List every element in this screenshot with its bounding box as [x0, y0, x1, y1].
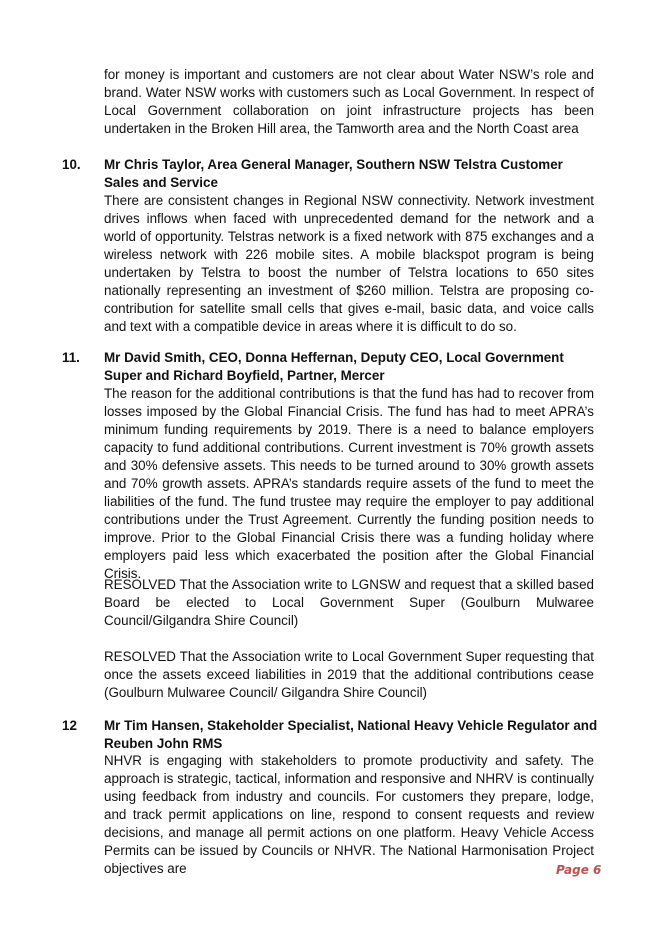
intro-paragraph: for money is important and customers are not clear about Water NSW’s role and brand. Water NSW works with customers such as Local Government. In respect of Local Government collaboration on joint infrastructure projects has been undertaken in the Broken Hill area, the Tamworth area and the North Coast area [104, 67, 594, 136]
page-number: Page 6 [556, 863, 602, 877]
item-heading: Mr Chris Taylor, Area General Manager, Southern NSW Telstra Customer Sales and Service [104, 157, 563, 190]
item-number: 12 [62, 718, 77, 733]
item-number: 11. [62, 350, 80, 365]
item-heading: Mr Tim Hansen, Stakeholder Specialist, National Heavy Vehicle Regulator and Reuben John RMS [104, 718, 598, 751]
item-number: 10. [62, 157, 81, 172]
item-heading: Mr David Smith, CEO, Donna Heffernan, Deputy CEO, Local Government Super and Richard Boyfield, Partner, Mercer [104, 350, 564, 383]
item-paragraph: NHVR is engaging with stakeholders to promote productivity and safety. The approach is strategic, tactical, information and responsive and NHRV is continually using feedback from industry and councils. For customers they prepare, lodge, and track permit applications on line, respond to consent requests and review decisions, and manage all permit actions on one platform. Heavy Vehicle Access Permits can be issued by Councils or NHVR. The National Harmonisation Project objectives are [104, 753, 594, 876]
resolution-paragraph: RESOLVED That the Association write to LGNSW and request that a skilled based Board be elected to Local Government Super (Goulburn Mulwaree Council/Gilgandra Shire Council) [104, 577, 594, 628]
resolution-paragraph: RESOLVED That the Association write to Local Government Super requesting that once the assets exceed liabilities in 2019 that the additional contributions cease (Goulburn Mulwaree Council/ Gilgandra Shire Council) [104, 649, 594, 700]
item-paragraph: There are consistent changes in Regional NSW connectivity. Network investment drives inflows when faced with unprecedented demand for the network and a world of opportunity. Telstras network is a fixed network with 875 exchanges and a wireless network with 226 mobile sites. A mobile blackspot program is being undertaken by Telstra to boost the number of Telstra locations to 650 sites nationally representing an investment of $260 million. Telstra are proposing co-contribution for satellite small cells that gives e-mail, basic data, and voice calls and text with a compatible device in areas where it is difficult to do so. [104, 193, 594, 334]
item-paragraph: The reason for the additional contributions is that the fund has had to recover from losses imposed by the Global Financial Crisis. The fund has had to meet APRA’s minimum funding requirements by 2019. There is a need to balance employers capacity to fund additional contributions. Current investment is 70% growth assets and 30% defensive assets. This needs to be turned around to 30% growth assets and 70% growth assets. APRA’s standards require assets of the fund to meet the liabilities of the fund. The fund trustee may require the employer to pay additional contributions under the Trust Agreement. Currently the funding position needs to improve. Prior to the Global Financial Crisis there was a funding holiday where employers paid less which exacerbated the position after the Global Financial Crisis. [104, 386, 594, 581]
